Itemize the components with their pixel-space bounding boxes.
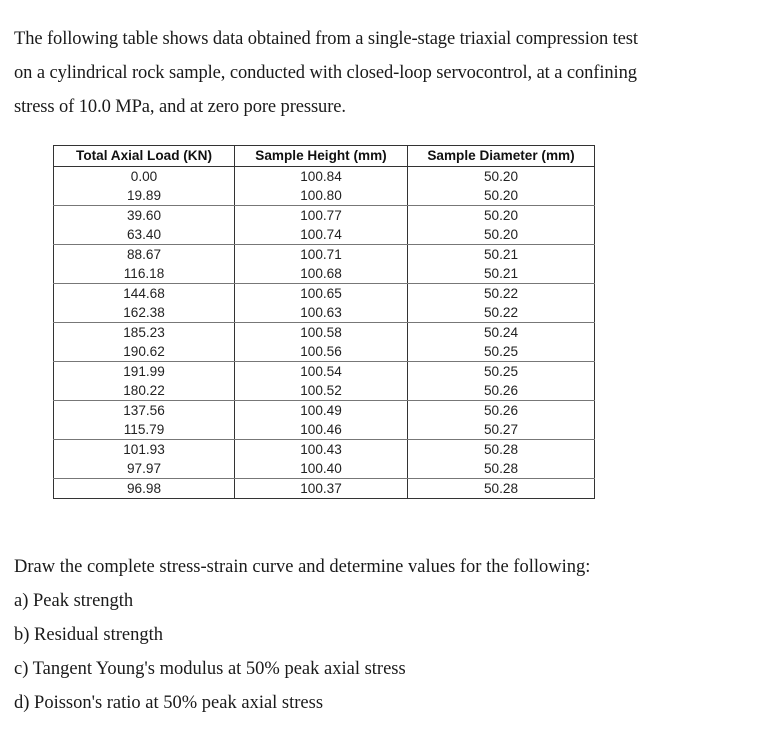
table-row [54,167,595,187]
cell-axial-load: 88.67 [54,245,235,265]
cell-axial-load: 162.38 [54,303,235,323]
cell-axial-load: 137.56 [54,401,235,421]
table-row [54,362,595,382]
cell-axial-load: 0.00 [54,167,235,187]
cell-sample-diameter: 50.24 [408,323,595,343]
cell-axial-load: 190.62 [54,342,235,362]
cell-sample-diameter: 50.22 [408,284,595,304]
table-row [54,303,595,323]
cell-sample-height: 100.40 [235,459,408,479]
cell-sample-diameter: 50.25 [408,342,595,362]
cell-sample-height: 100.52 [235,381,408,401]
table-row [54,245,595,265]
table-row [54,225,595,245]
cell-axial-load: 115.79 [54,420,235,440]
cell-sample-diameter: 50.20 [408,225,595,245]
cell-sample-diameter: 50.26 [408,401,595,421]
cell-axial-load: 116.18 [54,264,235,284]
cell-axial-load: 185.23 [54,323,235,343]
cell-axial-load: 191.99 [54,362,235,382]
cell-axial-load: 144.68 [54,284,235,304]
cell-sample-height: 100.54 [235,362,408,382]
table-header-row [54,146,595,167]
cell-sample-height: 100.77 [235,206,408,226]
cell-sample-diameter: 50.20 [408,167,595,187]
cell-sample-height: 100.71 [235,245,408,265]
cell-sample-height: 100.63 [235,303,408,323]
cell-axial-load: 19.89 [54,186,235,206]
table-row [54,342,595,362]
questions-lead: Draw the complete stress-strain curve and determine values for the following: [14,557,591,577]
cell-sample-diameter: 50.26 [408,381,595,401]
cell-sample-diameter: 50.28 [408,440,595,460]
cell-sample-diameter: 50.20 [408,206,595,226]
intro-line-1: The following table shows data obtained from a single-stage triaxial compression test [14,29,638,49]
cell-sample-height: 100.49 [235,401,408,421]
question-a: a) Peak strength [14,591,134,611]
header-sample-height: Sample Height (mm) [235,146,408,167]
table-row [54,479,595,499]
cell-axial-load: 97.97 [54,459,235,479]
cell-axial-load: 63.40 [54,225,235,245]
cell-sample-height: 100.80 [235,186,408,206]
cell-sample-height: 100.74 [235,225,408,245]
table-row [54,401,595,421]
table-row [54,186,595,206]
question-d: d) Poisson's ratio at 50% peak axial stress [14,693,324,713]
question-b: b) Residual strength [14,625,164,645]
cell-sample-diameter: 50.25 [408,362,595,382]
cell-sample-height: 100.68 [235,264,408,284]
table-row [54,420,595,440]
cell-sample-diameter: 50.28 [408,459,595,479]
triaxial-test-data-table [53,145,595,499]
intro-line-3: stress of 10.0 MPa, and at zero pore pressure. [14,97,346,117]
table-row [54,206,595,226]
header-sample-diameter: Sample Diameter (mm) [408,146,595,167]
cell-axial-load: 96.98 [54,479,235,499]
cell-sample-height: 100.37 [235,479,408,499]
cell-sample-diameter: 50.21 [408,264,595,284]
cell-sample-height: 100.58 [235,323,408,343]
problem-statement [14,22,744,124]
cell-sample-height: 100.46 [235,420,408,440]
cell-axial-load: 180.22 [54,381,235,401]
cell-sample-height: 100.84 [235,167,408,187]
cell-sample-height: 100.43 [235,440,408,460]
table-row [54,284,595,304]
table-row [54,440,595,460]
cell-sample-diameter: 50.21 [408,245,595,265]
cell-sample-diameter: 50.22 [408,303,595,323]
cell-sample-height: 100.65 [235,284,408,304]
header-total-axial-load: Total Axial Load (KN) [54,146,235,167]
cell-sample-diameter: 50.20 [408,186,595,206]
table-row [54,323,595,343]
cell-axial-load: 101.93 [54,440,235,460]
question-c: c) Tangent Young's modulus at 50% peak axial stress [14,659,406,679]
table-row [54,264,595,284]
intro-line-2: on a cylindrical rock sample, conducted with closed-loop servocontrol, at a confining [14,63,637,83]
cell-sample-diameter: 50.27 [408,420,595,440]
cell-sample-diameter: 50.28 [408,479,595,499]
cell-sample-height: 100.56 [235,342,408,362]
questions-section [14,550,590,720]
cell-axial-load: 39.60 [54,206,235,226]
table-row [54,381,595,401]
table-row [54,459,595,479]
